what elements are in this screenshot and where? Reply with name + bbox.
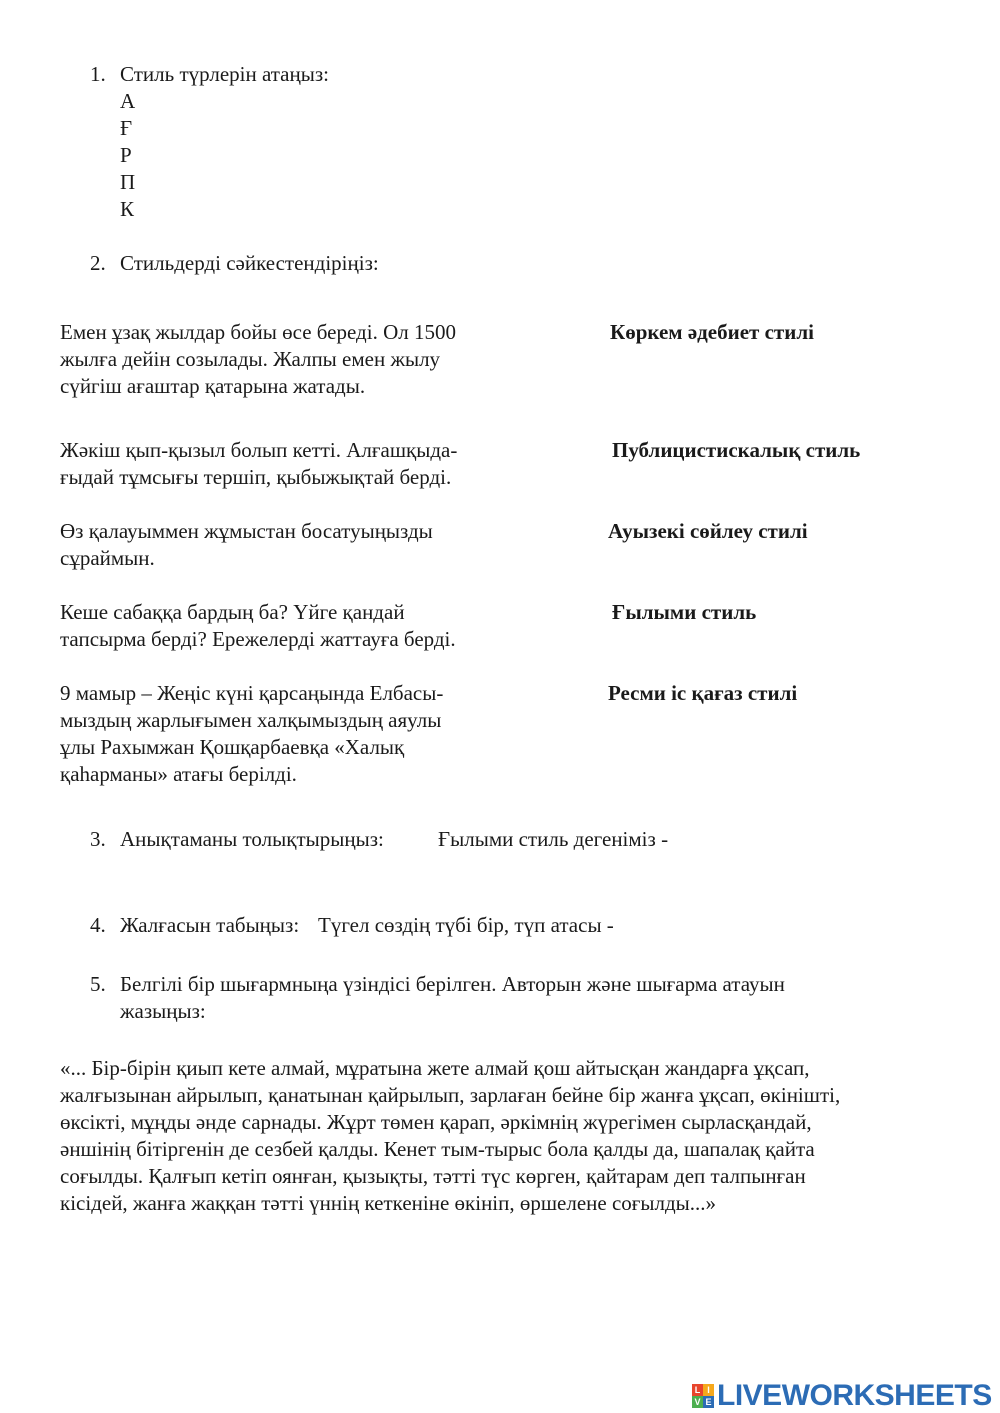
- q2-text: Стильдерді сәйкестендіріңіз:: [120, 251, 379, 275]
- passage-line: жалғызынан айрылып, қанатынан қайрылып, зарлаған бейне бір жанға ұқсап, өкінішті,: [60, 1083, 841, 1107]
- q1-letter-k: К: [120, 197, 135, 221]
- match-text-5-line-3: ұлы Рахымжан Қошқарбаевқа «Халық: [60, 735, 405, 759]
- passage-line: кісідей, жанға жаққан тәтті үннің кеткеніне өкініп, өршелене соғылды...»: [60, 1191, 717, 1215]
- q5-line-2: жазыңыз:: [120, 999, 206, 1023]
- q3-number: 3.: [90, 827, 106, 851]
- match-text-5-line-2: мыздың жарлығымен халқымыздың аяулы: [60, 708, 442, 732]
- brand-live: LIVE: [717, 1379, 782, 1412]
- q4-text: Жалғасын табыңыз:: [120, 913, 300, 937]
- q1-letter-r: Р: [120, 143, 132, 167]
- brand-wordmark: [717, 1380, 992, 1412]
- style-label-artistic[interactable]: Көркем әдебиет стилі: [610, 320, 814, 344]
- match-text-1-line-1: Емен ұзақ жылдар бойы өсе береді. Ол 1500: [60, 320, 456, 344]
- style-label-official[interactable]: Ресми іс қағаз стилі: [608, 681, 798, 705]
- match-text-5-line-1: 9 мамыр – Жеңіс күні қарсаңында Елбасы-: [60, 681, 444, 705]
- q4-number: 4.: [90, 913, 106, 937]
- match-text-5-line-4: қаһарманы» атағы берілді.: [60, 762, 297, 786]
- live-icon-letter: I: [703, 1384, 714, 1396]
- q1-letter-a: А: [120, 89, 136, 113]
- passage-line: өксікті, мұңды әнде сарнады. Жұрт төмен қарап, әркімнің жүрегімен сырласқандай,: [60, 1110, 812, 1134]
- q3-tail: Ғылыми стиль дегеніміз -: [438, 827, 669, 851]
- style-label-scientific[interactable]: Ғылыми стиль: [612, 600, 757, 624]
- q1-number: 1.: [90, 62, 106, 86]
- q3-text: Анықтаманы толықтырыңыз:: [120, 827, 384, 851]
- live-icon-letter: V: [692, 1396, 703, 1408]
- q1-text: Стиль түрлерін атаңыз:: [120, 62, 329, 86]
- q2-number: 2.: [90, 251, 106, 275]
- passage-line: әншінің бітіргенін де сезбей қалды. Кенет тым-тырыс бола қалды да, шапалақ қайта: [60, 1137, 815, 1161]
- style-label-publicistic[interactable]: Публицистискалық стиль: [612, 438, 861, 462]
- match-text-2-line-1: Жәкіш қып-қызыл болып кетті. Алғашқыда-: [60, 438, 458, 462]
- match-text-1-line-2: жылға дейін созылады. Жалпы емен жылу: [60, 347, 441, 371]
- brand-worksheets: WORKSHEETS: [781, 1379, 992, 1412]
- q5-line-1: Белгілі бір шығармныңа үзіндісі берілген. Авторын және шығарма атауын: [120, 972, 785, 996]
- match-text-3-line-2: сұраймын.: [60, 546, 155, 570]
- match-text-3-line-1: Өз қалауыммен жұмыстан босатуыңызды: [60, 519, 433, 543]
- style-label-colloquial[interactable]: Ауызекі сөйлеу стилі: [608, 519, 808, 543]
- liveworksheets-logo: [692, 1380, 992, 1412]
- live-icon-letter: L: [692, 1384, 703, 1396]
- match-text-1-line-3: сүйгіш ағаштар қатарына жатады.: [60, 374, 366, 398]
- passage-line: соғылды. Қалғып кетіп оянған, қызықты, тәтті түс көрген, қайтарам деп талпынған: [60, 1164, 806, 1188]
- match-text-4-line-2: тапсырма берді? Ережелерді жаттауға берді.: [60, 627, 456, 651]
- q1-letter-p: П: [120, 170, 136, 194]
- quoted-passage: [60, 1055, 940, 1217]
- match-text-4-line-1: Кеше сабаққа бардың ба? Үйге қандай: [60, 600, 405, 624]
- match-text-2-line-2: ғыдай тұмсығы тершіп, қыбыжықтай берді.: [60, 465, 452, 489]
- live-icon: [692, 1384, 714, 1408]
- live-icon-letter: E: [703, 1396, 714, 1408]
- q4-tail: Түгел сөздің түбі бір, түп атасы -: [318, 913, 614, 937]
- q5-number: 5.: [90, 972, 106, 996]
- passage-line: «... Бір-бірін қиып кете алмай, мұратына жете алмай қош айтысқан жандарға ұқсап,: [60, 1056, 810, 1080]
- q1-letter-gh: Ғ: [120, 116, 133, 140]
